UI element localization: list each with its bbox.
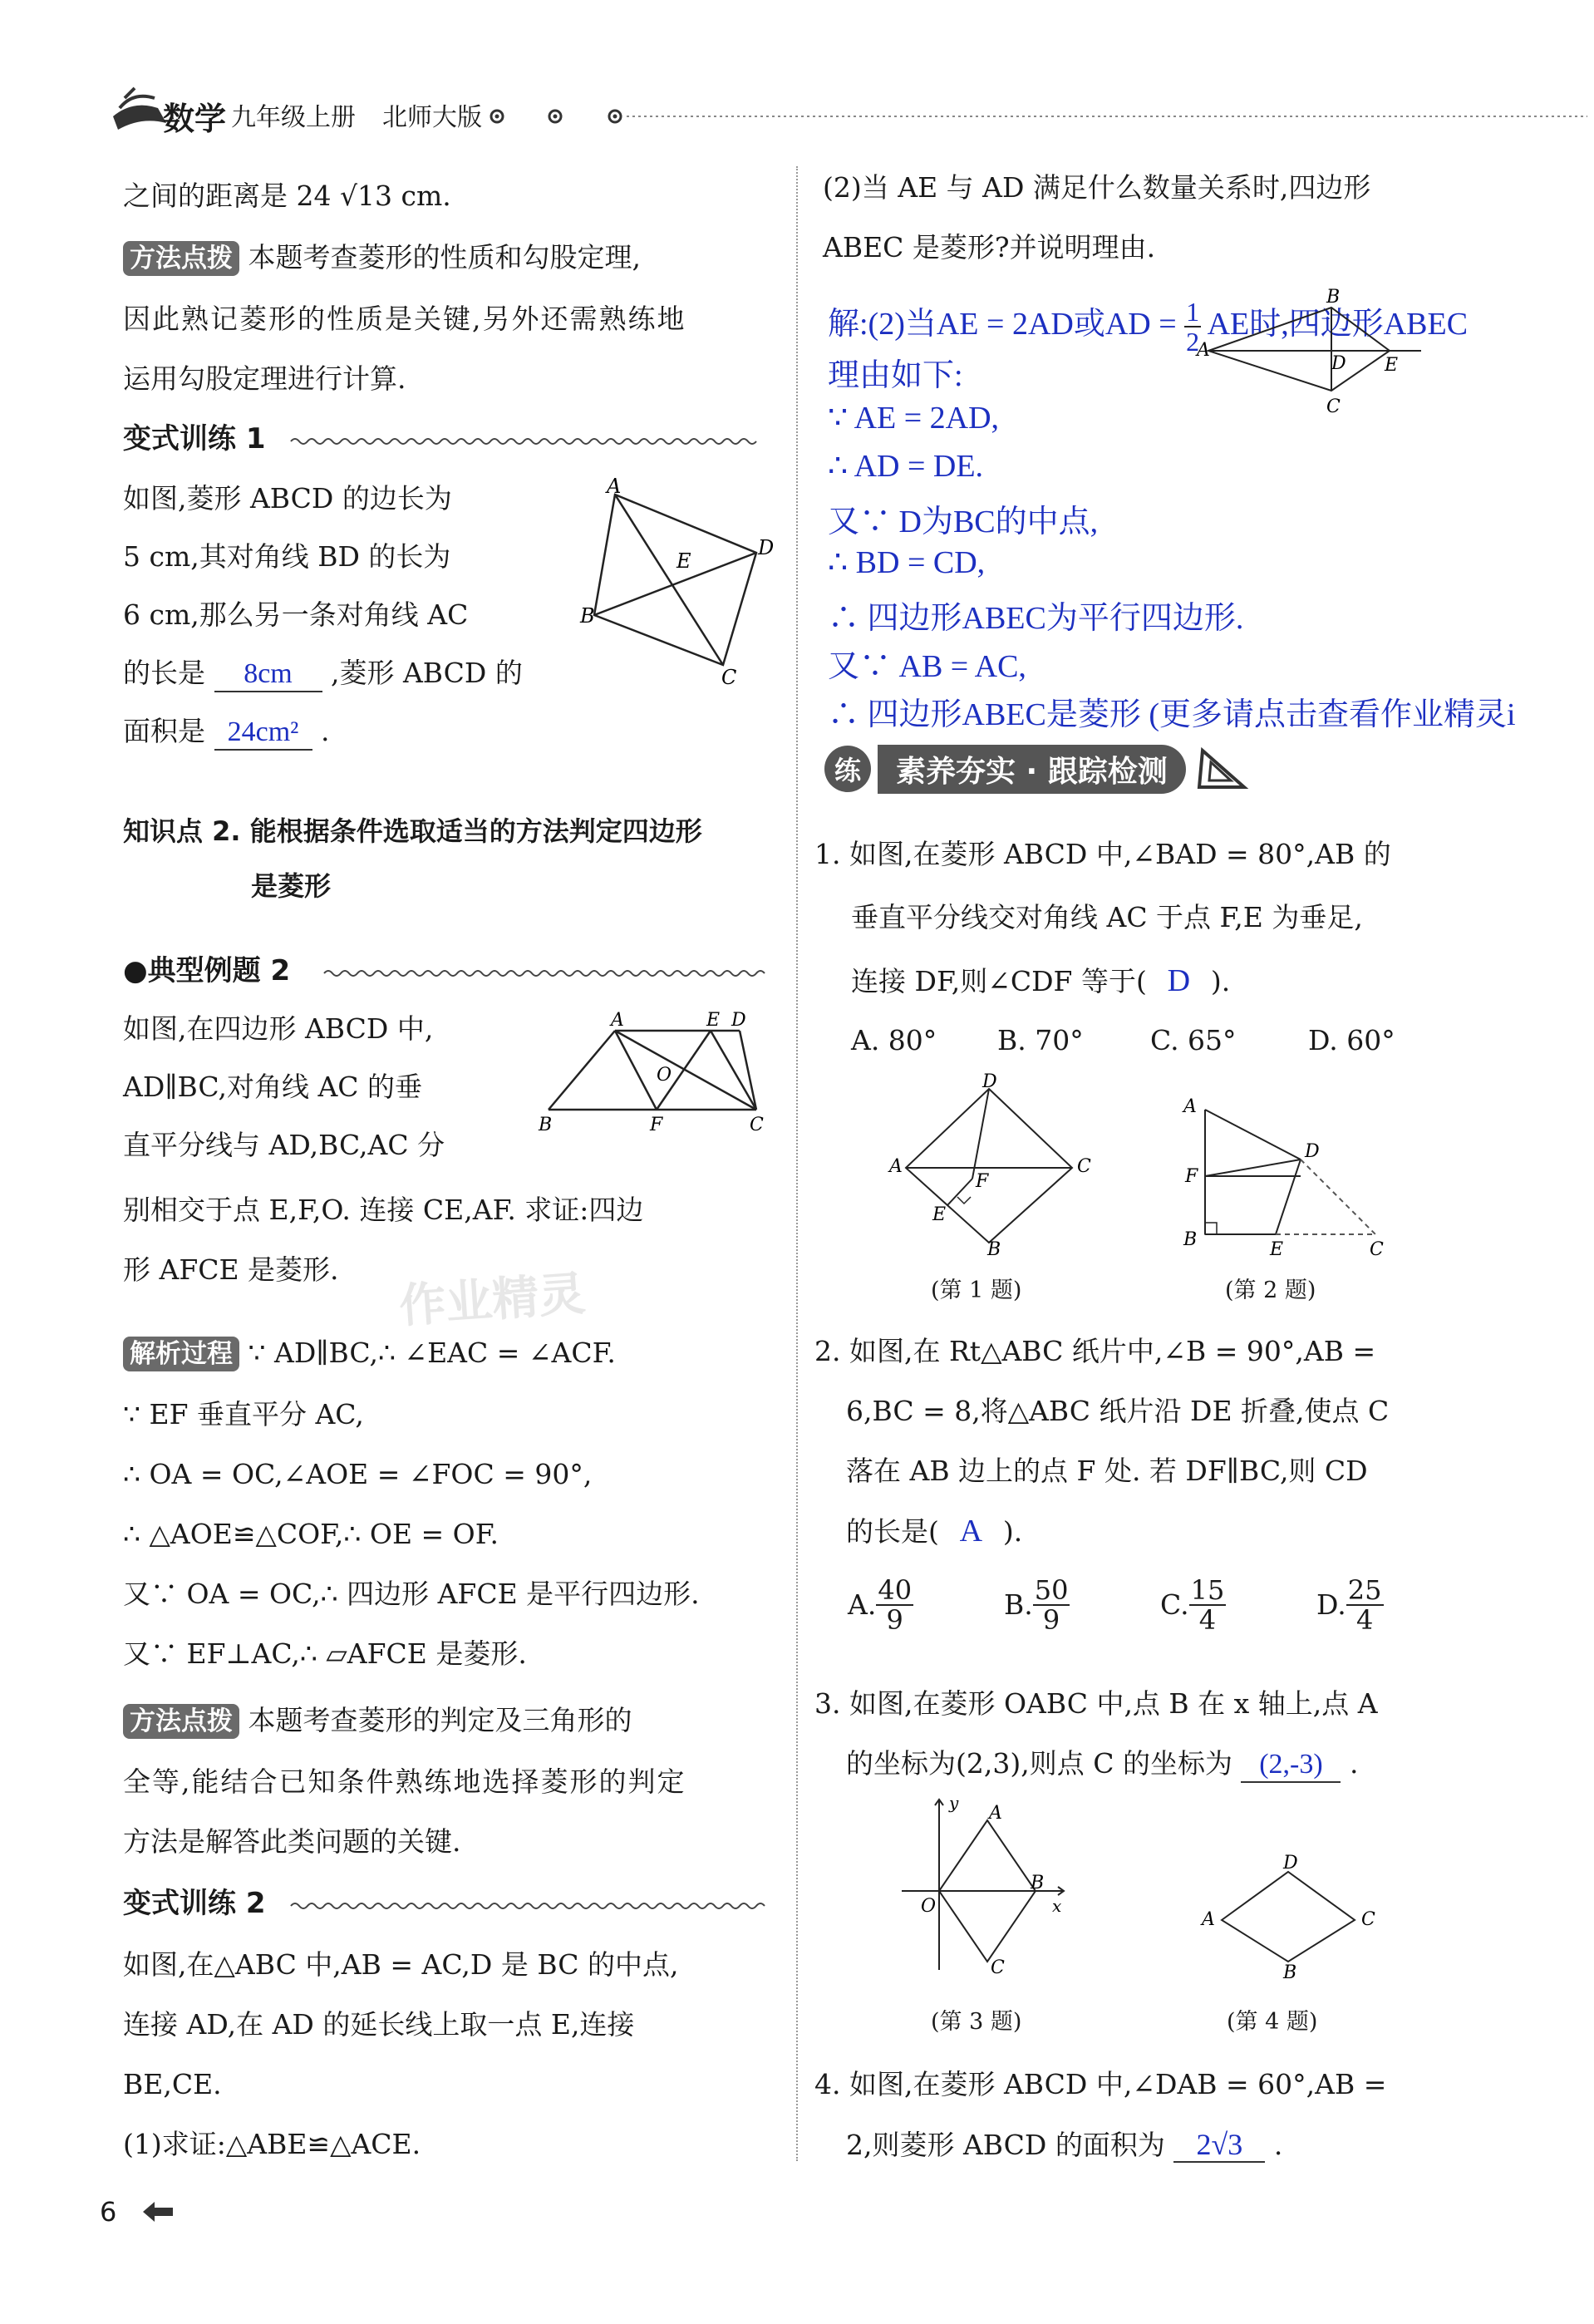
q2n-line3: 落在 AB 边上的点 F 处. 若 DF∥BC,则 CD <box>846 1455 1368 1487</box>
q2-answer: A <box>959 1514 983 1549</box>
method1 <box>123 241 641 276</box>
var2-line3: BE,CE. <box>123 2068 222 2100</box>
handwritten-answer-line8: 又∵ AB = AC, <box>828 649 1026 684</box>
svg-text:O: O <box>921 1896 937 1917</box>
fraction-half: $\frac{1}{2}$ <box>1186 297 1200 357</box>
q1-option-c[interactable]: C. 65° <box>1150 1024 1237 1056</box>
svg-text:C: C <box>1370 1239 1384 1260</box>
var2-title: 变式训练 2 <box>123 1887 266 1920</box>
svg-text:C: C <box>1361 1909 1375 1930</box>
q1-line3: 连接 DF,则∠CDF 等于( D ). <box>851 963 1231 998</box>
svg-text:B: B <box>1183 1229 1198 1250</box>
svg-text:O: O <box>657 1065 672 1086</box>
ex2-line4: 别相交于点 E,F,O. 连接 CE,AF. 求证:四边 <box>123 1194 644 1226</box>
arrow-left-icon <box>140 2199 176 2224</box>
solution-line6: 又∵ EF⊥AC,∴ ▱AFCE 是菱形. <box>123 1637 527 1670</box>
triangle-ruler-icon <box>1194 744 1252 794</box>
ex2-line5: 形 AFCE 是菱形. <box>123 1253 339 1286</box>
svg-text:E: E <box>1385 355 1399 376</box>
var1-line4: 的长是 8cm ,菱形 ABCD 的 <box>123 657 523 692</box>
q2-line2: ABEC 是菱形?并说明理由. <box>823 231 1156 263</box>
svg-text:E: E <box>706 1010 721 1031</box>
q2-option-b[interactable]: B. $\frac{50}{9}$ <box>1004 1574 1069 1636</box>
svg-text:A: A <box>989 1803 1002 1824</box>
wavy-line <box>291 1900 765 1912</box>
caption-q4: (第 4 题) <box>1227 2009 1318 2035</box>
left-p0: 之间的距离是 24 √13 cm. <box>123 180 451 212</box>
practice-banner <box>824 740 1252 798</box>
svg-text:E: E <box>1270 1239 1284 1260</box>
svg-text:C: C <box>721 666 737 689</box>
practice-icon: 练 <box>824 746 871 792</box>
var1-line1: 如图,菱形 ABCD 的边长为 <box>123 482 452 515</box>
var2-line1: 如图,在△ABC 中,AB = AC,D 是 BC 的中点, <box>123 1948 679 1981</box>
header-grade: 九年级上册 <box>231 103 356 132</box>
q2-triangle-figure <box>1172 1097 1396 1263</box>
q2n-line1: 2. 如图,在 Rt△ABC 纸片中,∠B = 90°,AB = <box>814 1335 1376 1367</box>
svg-text:D: D <box>758 536 775 559</box>
column-divider <box>796 166 799 2161</box>
method2-line3: 方法是解答此类问题的关键. <box>123 1825 461 1858</box>
q1-option-b[interactable]: B. 70° <box>997 1024 1084 1056</box>
svg-text:C: C <box>991 1957 1005 1978</box>
caption-q2: (第 2 题) <box>1225 1278 1316 1303</box>
svg-text:A: A <box>611 1010 624 1031</box>
q1-line1: 1. 如图,在菱形 ABCD 中,∠BAD = 80°,AB 的 <box>814 838 1391 870</box>
var1-answer-area: 24cm² <box>214 716 312 751</box>
svg-text:A: A <box>1183 1096 1197 1117</box>
q2n-line4: 的长是( A ). <box>846 1514 1023 1549</box>
handwritten-answer-line5: 又∵ D为BC的中点, <box>828 505 1099 539</box>
var1-line2: 5 cm,其对角线 BD 的长为 <box>123 540 451 573</box>
svg-text:D: D <box>731 1010 746 1031</box>
var1-line5: 面积是 24cm² . <box>123 715 330 751</box>
q1-answer: D <box>1167 963 1191 998</box>
ex2-line3: 直平分线与 AD,BC,AC 分 <box>123 1129 445 1161</box>
kp2-title-line1: 知识点 2. 能根据条件选取适当的方法判定四边形 <box>123 815 702 847</box>
svg-text:F: F <box>976 1171 989 1192</box>
q1-rhombus-figure <box>889 1071 1091 1260</box>
svg-text:A: A <box>1197 340 1210 361</box>
handwritten-answer-line6: ∴ BD = CD, <box>828 545 986 580</box>
q3-line1: 3. 如图,在菱形 OABC 中,点 B 在 x 轴上,点 A <box>814 1687 1378 1720</box>
header <box>100 83 1513 141</box>
svg-text:x: x <box>1052 1896 1062 1916</box>
analysis-tag: 解析过程 <box>123 1337 239 1371</box>
svg-text:A: A <box>1202 1909 1215 1930</box>
var1-rhombus-figure <box>580 475 781 689</box>
svg-text:C: C <box>1077 1156 1091 1177</box>
ex2-quadrilateral-figure <box>532 1006 773 1139</box>
var2-line2: 连接 AD,在 AD 的延长线上取一点 E,连接 <box>123 2008 635 2041</box>
svg-text:B: B <box>987 1239 1001 1260</box>
header-subject: 数学 <box>163 101 227 137</box>
svg-text:D: D <box>1283 1853 1298 1873</box>
svg-text:C: C <box>1326 396 1341 417</box>
q4-line2: 2,则菱形 ABCD 的面积为 2√3 . <box>846 2128 1283 2161</box>
q3-answer: (2,-3) <box>1241 1748 1341 1783</box>
svg-text:B: B <box>580 604 595 628</box>
method-tag: 方法点拨 <box>123 241 239 276</box>
q2-line1: (2)当 AE 与 AD 满足什么数量关系时,四边形 <box>823 171 1371 204</box>
svg-text:D: D <box>1331 353 1346 374</box>
method1-line2: 因此熟记菱形的性质是关键,另外还需熟练地 <box>123 303 686 335</box>
svg-text:B: B <box>539 1115 553 1135</box>
q1-options <box>851 1024 1395 1057</box>
handwritten-answer-line7: ∴ 四边形ABEC为平行四边形. <box>828 601 1244 636</box>
q3-line2: 的坐标为(2,3),则点 C 的坐标为 (2,-3) . <box>846 1747 1358 1783</box>
handwritten-answer-line9: ∴ 四边形ABEC是菱形 (更多请点击查看作业精灵i <box>828 697 1516 732</box>
handwritten-answer-line1: 解:(2)当AE = 2AD或AD = $\frac{1}{2}$ AE时,四边形ABEC <box>828 297 1469 357</box>
svg-text:C: C <box>750 1115 764 1135</box>
q3-coordinate-figure <box>889 1795 1072 1978</box>
method1-line1: 本题考查菱形的性质和勾股定理, <box>248 241 641 273</box>
svg-text:A: A <box>889 1156 903 1177</box>
caption-q1: (第 1 题) <box>931 1278 1022 1303</box>
svg-text:D: D <box>1305 1141 1320 1162</box>
ex2-title: ●典型例题 2 <box>123 954 291 987</box>
svg-text:y: y <box>949 1793 959 1813</box>
solution-line1: 解析过程 ∵ AD∥BC,∴ ∠EAC = ∠ACF. <box>123 1337 616 1371</box>
svg-text:A: A <box>607 475 622 498</box>
practice-banner-label: 素养夯实 · 跟踪检测 <box>878 745 1186 794</box>
q4-answer: 2√3 <box>1173 2128 1265 2163</box>
abec-figure <box>1197 283 1429 416</box>
wavy-line <box>291 436 765 447</box>
method2: 方法点拨 本题考查菱形的判定及三角形的 <box>123 1704 632 1739</box>
watermark: 作业精灵 <box>397 1267 588 1334</box>
svg-text:B: B <box>1031 1873 1045 1893</box>
q2n-line2: 6,BC = 8,将△ABC 纸片沿 DE 折叠,使点 C <box>846 1395 1390 1427</box>
svg-text:F: F <box>1185 1166 1198 1187</box>
q2-option-a[interactable]: A. $\frac{40}{9}$ <box>848 1574 913 1636</box>
svg-text:E: E <box>932 1204 947 1225</box>
q2-option-d[interactable]: D. $\frac{25}{4}$ <box>1316 1574 1382 1636</box>
solution-line3: ∴ OA = OC,∠AOE = ∠FOC = 90°, <box>123 1458 593 1490</box>
q2-options <box>848 1576 1384 1634</box>
var1-title: 变式训练 1 <box>123 422 266 455</box>
q4-line1: 4. 如图,在菱形 ABCD 中,∠DAB = 60°,AB = <box>814 2068 1387 2100</box>
header-edition: 北师大版 <box>382 103 482 132</box>
ex2-line1: 如图,在四边形 ABCD 中, <box>123 1012 434 1045</box>
wavy-line <box>324 968 765 979</box>
kp2-title-line2: 是菱形 <box>251 870 332 902</box>
svg-text:B: B <box>1283 1962 1297 1983</box>
handwritten-answer-line3: ∵ AE = 2AD, <box>828 401 1000 436</box>
q1-line2: 垂直平分线交对角线 AC 于点 F,E 为垂足, <box>851 901 1363 933</box>
solution-line4: ∴ △AOE≌△COF,∴ OE = OF. <box>123 1518 499 1550</box>
method2-line2: 全等,能结合已知条件熟练地选择菱形的判定 <box>123 1765 686 1798</box>
var1-line3: 6 cm,那么另一条对角线 AC <box>123 598 469 631</box>
q1-option-a[interactable]: A. 80° <box>851 1024 937 1056</box>
page-number: 6 <box>100 2196 117 2228</box>
method1-line3: 运用勾股定理进行计算. <box>123 362 406 395</box>
var1-answer-ac: 8cm <box>214 657 322 692</box>
solution-line2: ∵ EF 垂直平分 AC, <box>123 1398 364 1430</box>
method-tag: 方法点拨 <box>123 1704 239 1739</box>
var2-line4: (1)求证:△ABE≌△ACE. <box>123 2128 421 2160</box>
svg-text:E: E <box>676 549 691 573</box>
q1-option-d[interactable]: D. 60° <box>1308 1024 1395 1056</box>
solution-line5: 又∵ OA = OC,∴ 四边形 AFCE 是平行四边形. <box>123 1578 700 1610</box>
svg-text:F: F <box>650 1115 663 1135</box>
ex2-line2: AD∥BC,对角线 AC 的垂 <box>123 1071 423 1103</box>
svg-text:D: D <box>982 1071 997 1092</box>
handwritten-answer-line2: 理由如下: <box>828 358 963 393</box>
q4-rhombus-figure <box>1197 1853 1388 1983</box>
caption-q3: (第 3 题) <box>931 2009 1022 2035</box>
handwritten-answer-line4: ∴ AD = DE. <box>828 449 984 484</box>
header-dots-decoration <box>490 108 1587 125</box>
q2-option-c[interactable]: C. $\frac{15}{4}$ <box>1160 1574 1225 1636</box>
svg-text:B: B <box>1326 287 1341 308</box>
